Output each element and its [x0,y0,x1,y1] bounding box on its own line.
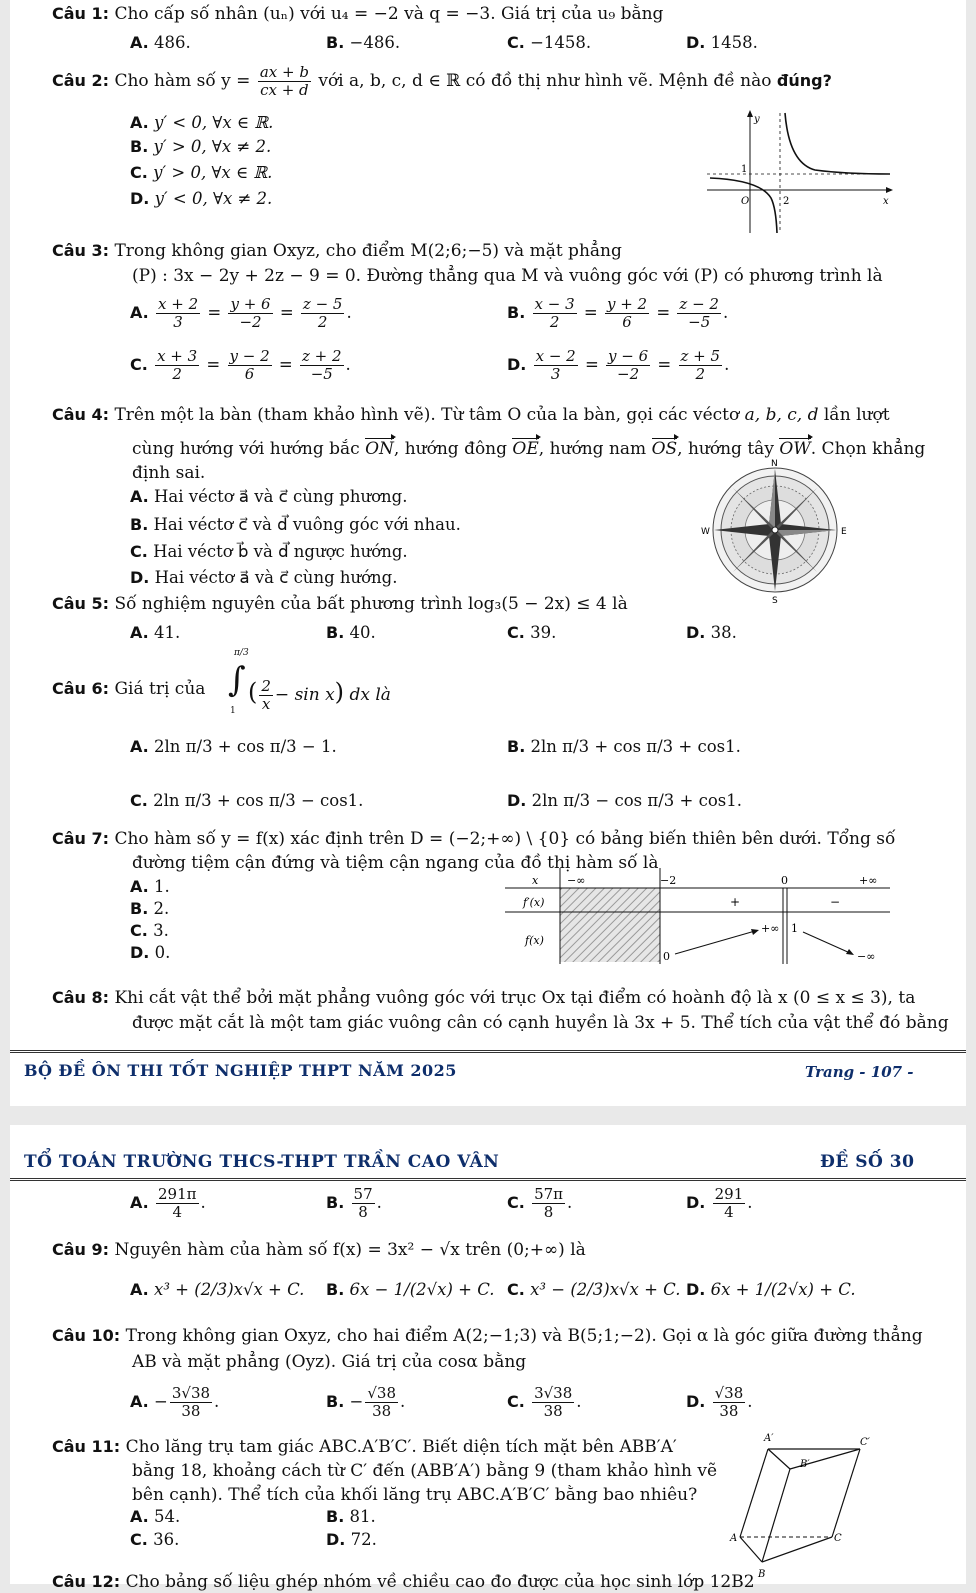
prism-label-c1: C′ [860,1437,870,1448]
q11-option-b: B. 81. [326,1507,376,1526]
q8-option-a: A. $\frac{291\pi}{4}$ . [130,1185,206,1221]
question-1: Câu 1: Cho cấp số nhân (uₙ) với u₄ = −2 và q = −3. Giá trị của u₉ bằng [52,4,664,24]
q11-option-d: D. 72. [326,1530,377,1549]
q2-option-b: B. y′ > 0, ∀x ≠ 2. [130,137,272,156]
q2-option-c: C. y′ > 0, ∀x ∈ ℝ. [130,163,273,182]
exam-number: ĐỀ SỐ 30 [820,1152,915,1172]
exam-page-2 [10,1125,966,1592]
question-11: Câu 11: Cho lăng trụ tam giác ABC.A′B′C′. Biết diện tích mặt bên ABB′A′ [52,1437,677,1457]
table-x-val-3: +∞ [859,874,878,887]
q10-option-d: D. $\frac{√38}{38}$ . [686,1384,753,1420]
question-7-line2: đường tiệm cận đứng và tiệm cận ngang của đồ thị hàm số là [132,853,659,873]
q5-option-a: A. 41. [130,623,181,642]
q10-option-b: B. − $\frac{√38}{38}$ . [326,1384,406,1420]
exam-page-1 [10,0,966,1106]
table-f-label: f(x) [525,934,544,947]
prism-figure [720,1427,880,1584]
q9-option-b: B. 6x − 1/(2√x) + C. [326,1280,495,1299]
q4-option-c: C. Hai véctơ b⃗ và d⃗ ngược hướng. [130,542,408,561]
question-4-line2: cùng hướng với hướng bắc ON, hướng đông OE, hướng nam OS, hướng tây OW. Chọn khẳng [132,439,926,459]
footer-title: BỘ ĐỀ ÔN THI TỐT NGHIỆP THPT NĂM 2025 [24,1061,457,1080]
table-f-val-2: 1 [791,922,798,935]
question-10-line2: AB và mặt phẳng (Oyz). Giá trị của cosα bằng [132,1352,527,1372]
q6-option-d: D. 2ln π/3 − cos π/3 + cos1. [507,791,742,810]
hyperbola-graph [705,108,895,238]
compass-south: S [772,596,778,605]
q3-option-b: B. $\frac{x - 3}{2}$ = $\frac{y + 2}{6}$ = $\frac{z - 2}{-5}$ . [507,295,729,331]
page-number: Trang - 107 - [805,1063,914,1081]
question-7: Câu 7: Cho hàm số y = f(x) xác định trên D = (−2;+∞) \ {0} có bảng biến thiên bên dưới. Tổng số [52,829,896,849]
q6-option-a: A. 2ln π/3 + cos π/3 − 1. [130,737,337,756]
q3-option-c: C. $\frac{x + 3}{2}$ = $\frac{y - 2}{6}$ = $\frac{z + 2}{-5}$ . [130,347,351,383]
q10-option-c: C. $\frac{3√38}{38}$ . [507,1384,582,1420]
q5-option-c: C. 39. [507,623,557,642]
q8-option-b: B. $\frac{57}{8}$ . [326,1185,382,1221]
prism-label-b: B [758,1569,766,1580]
q3-option-d: D. $\frac{x - 2}{3}$ = $\frac{y - 6}{-2}$ = $\frac{z + 5}{2}$ . [507,347,730,383]
q1-option-b: B. −486. [326,33,401,52]
q9-option-d: D. 6x + 1/(2√x) + C. [686,1280,856,1299]
q8-option-c: C. $\frac{57\pi}{8}$ . [507,1185,573,1221]
q9-option-a: A. x³ + (2/3)x√x + C. [130,1280,305,1299]
q11-option-c: C. 36. [130,1530,180,1549]
graph-y-tick: 1 [741,164,748,175]
footer-divider [10,1050,966,1053]
q5-option-b: B. 40. [326,623,376,642]
q2-option-d: D. y′ < 0, ∀x ≠ 2. [130,189,273,208]
q10-option-a: A. − $\frac{3√38}{38}$ . [130,1384,220,1420]
table-f-val-1: +∞ [761,922,780,935]
compass-west: W [701,527,710,537]
graph-x-tick: 2 [783,196,790,207]
question-6: Câu 6: Giá trị của [52,679,206,699]
q9-option-c: C. x³ − (2/3)x√x + C. [507,1280,681,1299]
variation-table [505,868,895,968]
graph-origin: O [741,196,750,207]
question-4-line3: định sai. [132,463,206,483]
question-10: Câu 10: Trong không gian Oxyz, cho hai điểm A(2;−1;3) và B(5;1;−2). Gọi α là góc giữa đường thẳng [52,1326,923,1346]
q4-option-b: B. Hai véctơ c⃗ và d⃗ vuông góc với nhau. [130,515,461,534]
table-fprime-label: f′(x) [523,896,545,909]
question-11-line2: bằng 18, khoảng cách từ C′ đến (ABB′A′) bằng 9 (tham khảo hình vẽ [132,1461,718,1481]
graph-x-label: x [883,196,889,207]
prism-label-c: C [834,1533,842,1544]
question-12: Câu 12: Cho bảng số liệu ghép nhóm về chiều cao đo được của học sinh lớp 12B2 [52,1572,755,1592]
table-f-val-0: 0 [663,950,670,963]
q5-option-d: D. 38. [686,623,737,642]
q4-option-a: A. Hai véctơ a⃗ và c⃗ cùng phương. [130,487,408,506]
q1-option-c: C. −1458. [507,33,592,52]
question-5: Câu 5: Số nghiệm nguyên của bất phương trình log₃(5 − 2x) ≤ 4 là [52,594,628,614]
q4-option-d: D. Hai véctơ a⃗ và c⃗ cùng hướng. [130,568,398,587]
q6-option-b: B. 2ln π/3 + cos π/3 + cos1. [507,737,741,756]
question-3-line2: (P) : 3x − 2y + 2z − 9 = 0. Đường thẳng qua M và vuông góc với (P) có phương trình là [132,266,883,286]
q7-option-c: C. 3. [130,921,169,940]
q11-option-a: A. 54. [130,1507,181,1526]
table-f-val-3: −∞ [857,950,876,963]
graph-y-label: y [754,114,760,125]
table-x-val-0: −∞ [567,874,586,887]
header-divider [10,1178,966,1181]
compass-figure [700,455,850,605]
q7-option-a: A. 1. [130,877,170,896]
question-8: Câu 8: Khi cắt vật thể bởi mặt phẳng vuông góc với trục Ox tại điểm có hoành độ là x (0 ≤ x ≤ 3), ta [52,988,916,1008]
question-2: Câu 2: Cho hàm số y = $\frac{ax + b}{cx + d}$ với a, b, c, d ∈ ℝ có đồ thị như hình vẽ. Mệnh đề nào đúng? [52,63,832,99]
table-x-val-2: 0 [781,874,788,887]
question-11-line3: bên cạnh). Thể tích của khối lăng trụ ABC.A′B′C′ bằng bao nhiêu? [132,1485,698,1505]
compass-east: E [841,527,847,537]
compass-north: N [771,459,778,469]
q7-option-b: B. 2. [130,899,170,918]
q2-option-a: A. y′ < 0, ∀x ∈ ℝ. [130,113,274,132]
integrand: ( $\frac{2}{x}$ − sin x) dx là [248,677,391,713]
q7-option-d: D. 0. [130,943,171,962]
q2-fraction: $\frac{ax + b}{cx + d}$ [259,63,309,99]
prism-label-b1: B′ [800,1459,810,1470]
table-sign-1: − [830,895,841,909]
q1-option-a: A. 486. [130,33,191,52]
prism-label-a: A [730,1533,738,1544]
question-4: Câu 4: Trên một la bàn (tham khảo hình vẽ). Từ tâm O của la bàn, gọi các véctơ a, b, c, d lần lượt [52,405,890,425]
q8-option-d: D. $\frac{291}{4}$ . [686,1185,753,1221]
q1-option-d: D. 1458. [686,33,758,52]
question-8-line2: được mặt cắt là một tam giác vuông cân có cạnh huyền là 3x + 5. Thể tích của vật thể đó bằng [132,1013,949,1033]
question-9: Câu 9: Nguyên hàm của hàm số f(x) = 3x² − √x trên (0;+∞) là [52,1240,586,1260]
integral-sign: π/3 ∫ 1 [228,648,249,716]
prism-label-a1: A′ [764,1433,774,1444]
question-3: Câu 3: Trong không gian Oxyz, cho điểm M(2;6;−5) và mặt phẳng [52,241,622,261]
q3-option-a: A. $\frac{x + 2}{3}$ = $\frac{y + 6}{-2}$ = $\frac{z - 5}{2}$ . [130,295,352,331]
q6-option-c: C. 2ln π/3 + cos π/3 − cos1. [130,791,364,810]
school-header: TỔ TOÁN TRƯỜNG THCS-THPT TRẦN CAO VÂN [24,1152,500,1172]
table-x-label: x [532,874,539,887]
table-sign-0: + [730,895,741,909]
table-x-val-1: −2 [660,874,677,887]
